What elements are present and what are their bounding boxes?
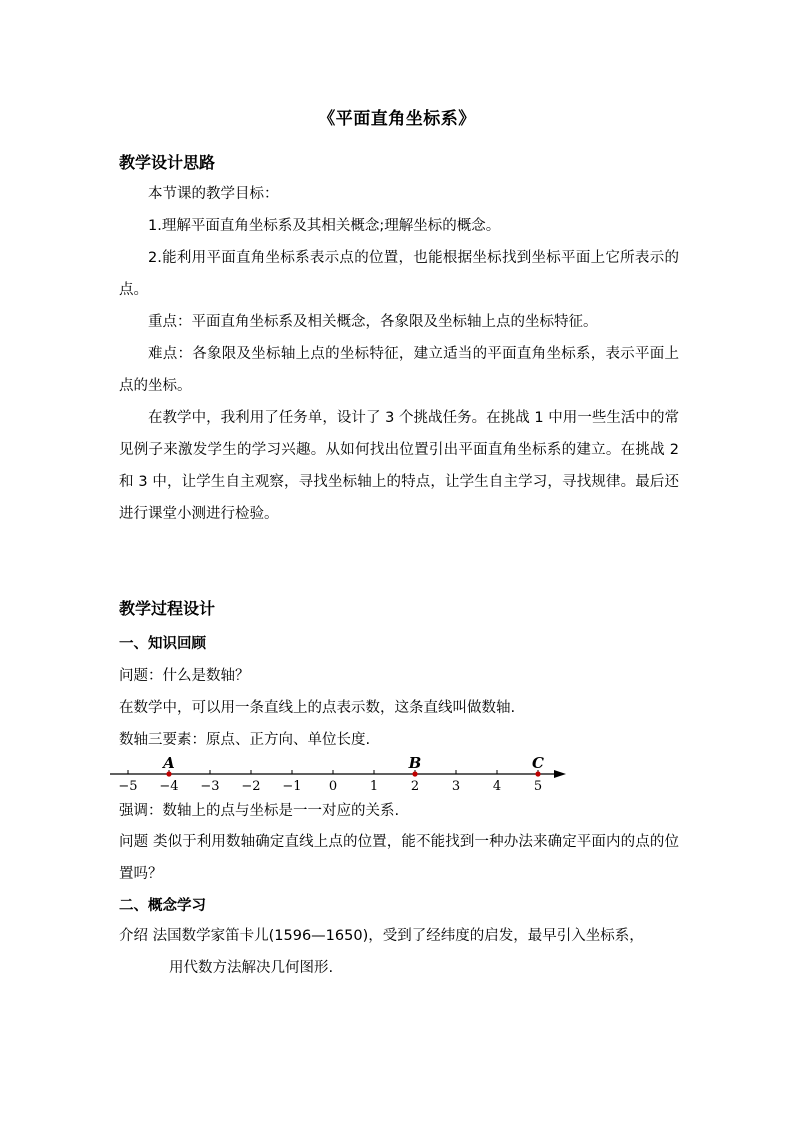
number-line-points [161,754,544,777]
section-heading-process: 教学过程设计 [119,599,216,618]
paragraph-intro: 本节课的教学目标： [148,186,279,202]
point-label-b: B [408,754,422,772]
text-emphasis: 强调：数轴上的点与坐标是一一对应的关系. [119,803,400,819]
intro-label: 介绍 [119,928,148,944]
arrow-right-icon [554,770,566,778]
tick-label: 1 [369,779,379,794]
point-marker-c [535,771,540,776]
tick-label: 0 [328,779,338,794]
point-label-a: A [163,754,175,772]
section-heading-design-idea: 教学设计思路 [119,153,216,172]
tick-label: 3 [451,779,461,794]
paragraph-key-point: 重点：平面直角坐标系及相关概念，各象限及坐标轴上点的坐标特征。 [148,314,598,330]
paragraph-difficulty: 难点：各象限及坐标轴上点的坐标特征，建立适当的平面直角坐标系，表示平面上点的坐标。 [119,346,679,394]
paragraph-goal-2: 2.能利用平面直角坐标系表示点的位置，也能根据坐标找到坐标平面上它所表示的点。 [119,250,679,298]
subheading-concept: 二、概念学习 [119,898,206,914]
point-label-c: C [532,754,544,772]
text-question-1: 问题：什么是数轴？ [119,668,250,684]
paragraph-goal-1: 1.理解平面直角坐标系及其相关概念;理解坐标的概念。 [148,218,501,234]
tick-label: 5 [533,779,543,794]
tick-label: −5 [118,779,138,794]
tick-label: −2 [241,779,261,794]
paragraph-question-2: 问题 类似于利用数轴确定直线上点的位置，能不能找到一种办法来确定平面内的点的位置吗？ [119,834,679,882]
tick-label: −3 [200,779,220,794]
subheading-review: 一、知识回顾 [119,636,206,652]
tick-label: 2 [410,779,420,794]
page-title: 《平面直角坐标系》 [318,109,476,129]
tick-label: −1 [282,779,302,794]
number-line-figure [110,752,580,798]
point-marker-a [166,771,171,776]
intro-line-1: 法国数学家笛卡儿(1596—1650)，受到了经纬度的启发，最早引入坐标系， [152,928,644,944]
text-definition: 在数学中，可以用一条直线上的点表示数，这条直线叫做数轴. [119,700,516,716]
point-marker-b [412,771,417,776]
paragraph-introduction [119,920,679,984]
tick-label: 4 [492,779,502,794]
paragraph-design: 在教学中，我利用了任务单，设计了 3 个挑战任务。在挑战 1 中用一些生活中的常见例子来激发学生的学习兴趣。从如何找出位置引出平面直角坐标系的建立。在挑战 2 和 3 中，让学生自主观察，寻找坐标轴上的特点，让学生自主学习，寻找规律。最后还进行课堂小测进行检验。 [119,410,679,522]
intro-line-2: 用代数方法解决几何图形. [169,960,334,976]
text-three-elements: 数轴三要素：原点、正方向、单位长度. [119,732,371,748]
tick-label: −4 [159,779,179,794]
